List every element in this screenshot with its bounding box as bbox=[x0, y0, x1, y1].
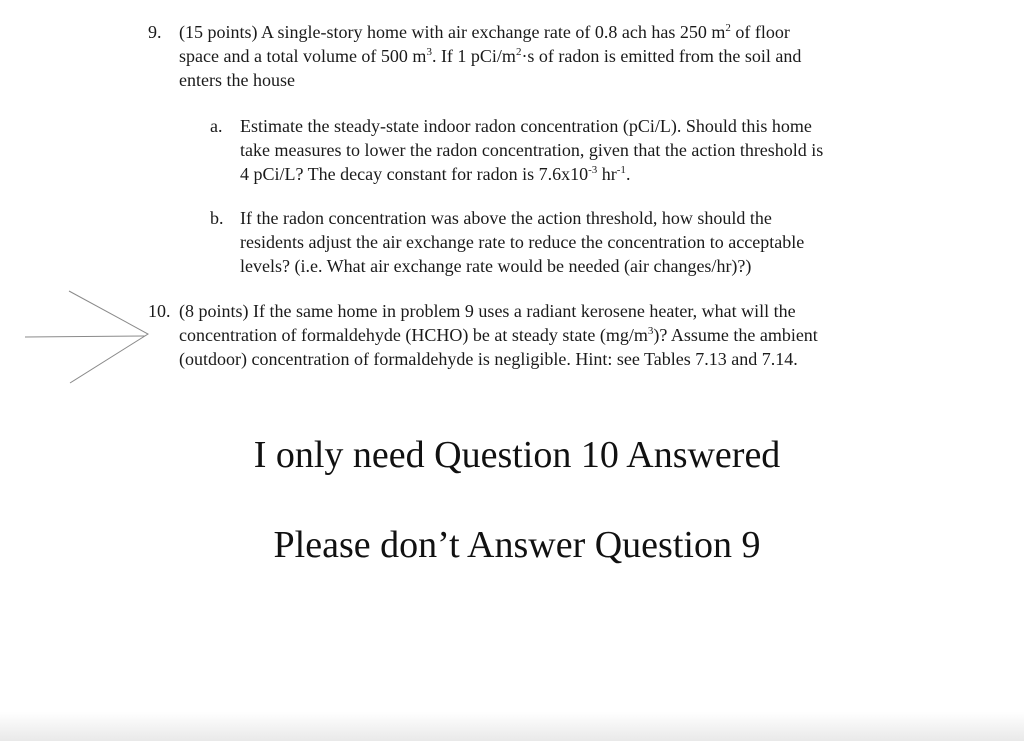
question-9b-line-2: residents adjust the air exchange rate to reduce the concentration to acceptable bbox=[240, 232, 805, 252]
question-10-line-2: concentration of formaldehyde (HCHO) be at steady state $(mg/m^3)$? Assume the ambient bbox=[179, 325, 818, 345]
question-9a-line-2: take measures to lower the radon concentration, given that the action threshold is bbox=[240, 140, 824, 160]
question-9-number: 9. bbox=[148, 22, 162, 42]
bottom-edge-shadow bbox=[0, 712, 1024, 741]
request-note-line-2: Please don’t Answer Question 9 bbox=[273, 524, 761, 566]
question-9-line-3: enters the house bbox=[179, 70, 295, 90]
question-10-line-1: (8 points) If the same home in problem 9 uses a radiant kerosene heater, what will the bbox=[179, 301, 796, 321]
question-9a-text bbox=[240, 114, 920, 186]
question-10-line-3: (outdoor) concentration of formaldehyde is negligible. Hint: see Tables 7.13 and 7.14. bbox=[179, 349, 798, 369]
question-9b-label: b. bbox=[210, 208, 224, 228]
question-9a-line-1: Estimate the steady-state indoor radon concentration (pCi/L). Should this home bbox=[240, 116, 812, 136]
question-9-text bbox=[179, 20, 899, 92]
hand-drawn-arrow-icon bbox=[25, 288, 155, 388]
question-9b-text bbox=[240, 206, 920, 278]
question-10-text bbox=[179, 299, 919, 371]
question-9-line-2: space and a total volume of 500 $m^3$. If 1 pCi/$m^2\cdot s$ of radon is emitted from the soil and bbox=[179, 46, 802, 66]
question-9a-line-3: 4 pCi/L? The decay constant for radon is $7.6x10^{-3}$ $hr^{-1}$. bbox=[240, 164, 631, 184]
question-10-number: 10. bbox=[148, 301, 171, 321]
question-9-line-1: (15 points) A single-story home with air exchange rate of 0.8 ach has 250 $m^2$ of floor bbox=[179, 22, 790, 42]
request-note-line-1: I only need Question 10 Answered bbox=[253, 434, 781, 476]
question-9b-line-3: levels? (i.e. What air exchange rate would be needed (air changes/hr)?) bbox=[240, 256, 752, 276]
question-9a-label: a. bbox=[210, 116, 223, 136]
question-9b-line-1: If the radon concentration was above the action threshold, how should the bbox=[240, 208, 772, 228]
